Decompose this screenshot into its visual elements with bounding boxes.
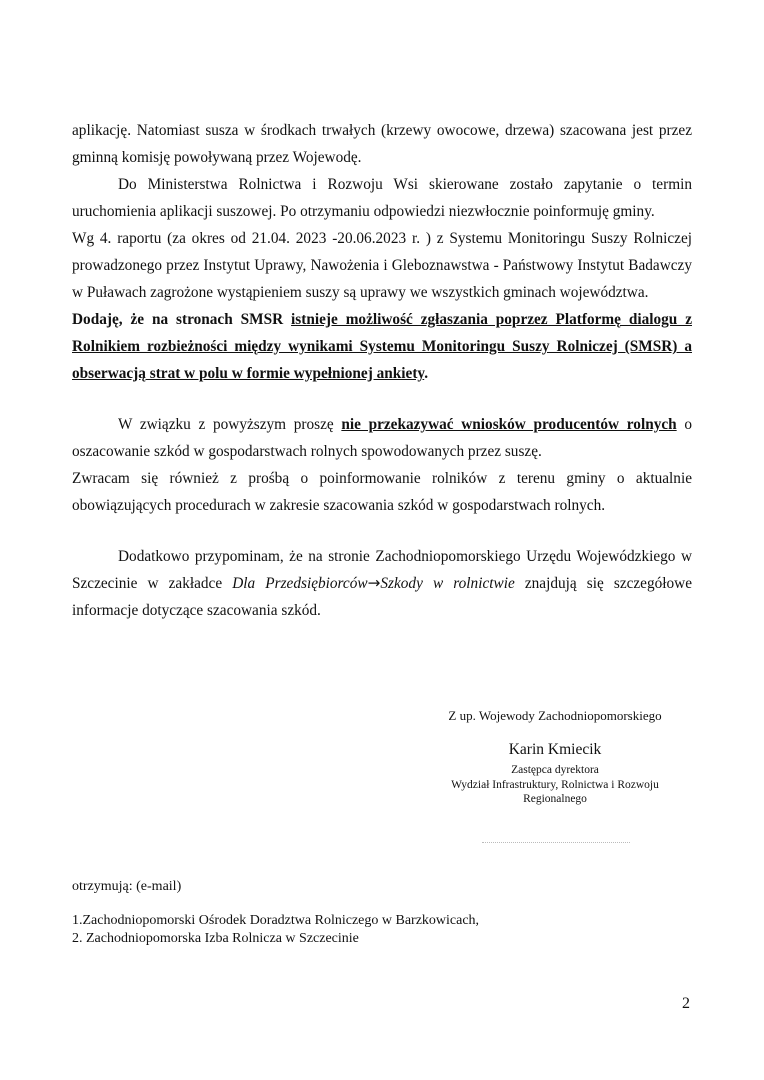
recipients-list: [72, 912, 692, 948]
paragraph-ministry-inquiry: Do Ministerstwa Rolnictwa i Rozwoju Wsi skierowane zostało zapytanie o termin uruchomienia aplikacji suszowej. Po otrzymaniu odpowiedzi niezwłocznie poinformuję gminy.: [72, 176, 692, 220]
paragraph-inform-farmers: Zwracam się również z prośbą o poinformowanie rolników z terenu gminy o aktualnie obowiązujących procedurach w zakresie szacowania szkód w gospodarstwach rolnych.: [72, 470, 692, 514]
paragraph-do-not-forward: W związku z powyższym proszę nie przekazywać wniosków producentów rolnych o oszacowanie szkód w gospodarstwach rolnych spowodowanych przez suszę.: [72, 416, 692, 460]
paragraph-smsr-platform: [72, 306, 692, 387]
paragraph-smsr-report: Wg 4. raportu (za okres od 21.04. 2023 -20.06.2023 r. ) z Systemu Monitoringu Suszy Rolniczej prowadzonego przez Instytut Uprawy, Nawożenia i Gleboznawstwa - Państwowy Instytut Badawczy w Puławach zagrożone wystąpieniem suszy są uprawy we wszystkich gminach województwa.: [72, 230, 692, 301]
signature-on-behalf: Z up. Wojewody Zachodniopomorskiego: [448, 708, 662, 723]
website-section-link-a: Dla Przedsiębiorców: [232, 575, 368, 592]
do-not-forward-emphasis: nie przekazywać wniosków producentów rolnych: [341, 416, 677, 433]
page-number: 2: [682, 995, 690, 1012]
letter-body: [72, 117, 692, 624]
signature-divider: [482, 842, 630, 843]
recipients-heading: otrzymują: (e-mail): [72, 879, 182, 894]
paragraph-drought-assessment: aplikację. Natomiast susza w środkach trwałych (krzewy owocowe, drzewa) szacowana jest przez gminną komisję powoływaną przez Wojewodę.: [72, 122, 692, 166]
arrow-right-icon: →: [367, 574, 381, 592]
paragraph-website-info: Dodatkowo przypominam, że na stronie Zachodniopomorskiego Urzędu Wojewódzkiego w Szczecinie w zakładce Dla Przedsiębiorców→Szkody w rolnictwie znajdują się szczegółowe informacje dotyczące szacowania szkód.: [72, 548, 693, 619]
smsr-intro-text: Dodaję, że na stronach SMSR: [72, 311, 292, 328]
website-section-link-b: Szkody w rolnictwie: [380, 575, 515, 592]
signature-name: Karin Kmiecik: [508, 741, 602, 758]
smsr-period: .: [424, 365, 429, 382]
smsr-platform-text: istnieje możliwość zgłaszania poprzez Platformę dialogu z Rolnikiem rozbieżności między wynikami Systemu Monitoringu Suszy Rolniczej (SMSR) a obserwacją strat w polu w formie wypełnionej ankiety: [72, 311, 692, 382]
list-item: 2. Zachodniopomorska Izba Rolnicza w Szczecinie: [72, 931, 359, 946]
list-item: 1.Zachodniopomorski Ośrodek Doradztwa Rolniczego w Barzkowicach,: [72, 913, 480, 928]
signature-role: Zastępca dyrektora Wydział Infrastruktury, Rolnictwa i Rozwoju Regionalnego: [451, 764, 659, 805]
